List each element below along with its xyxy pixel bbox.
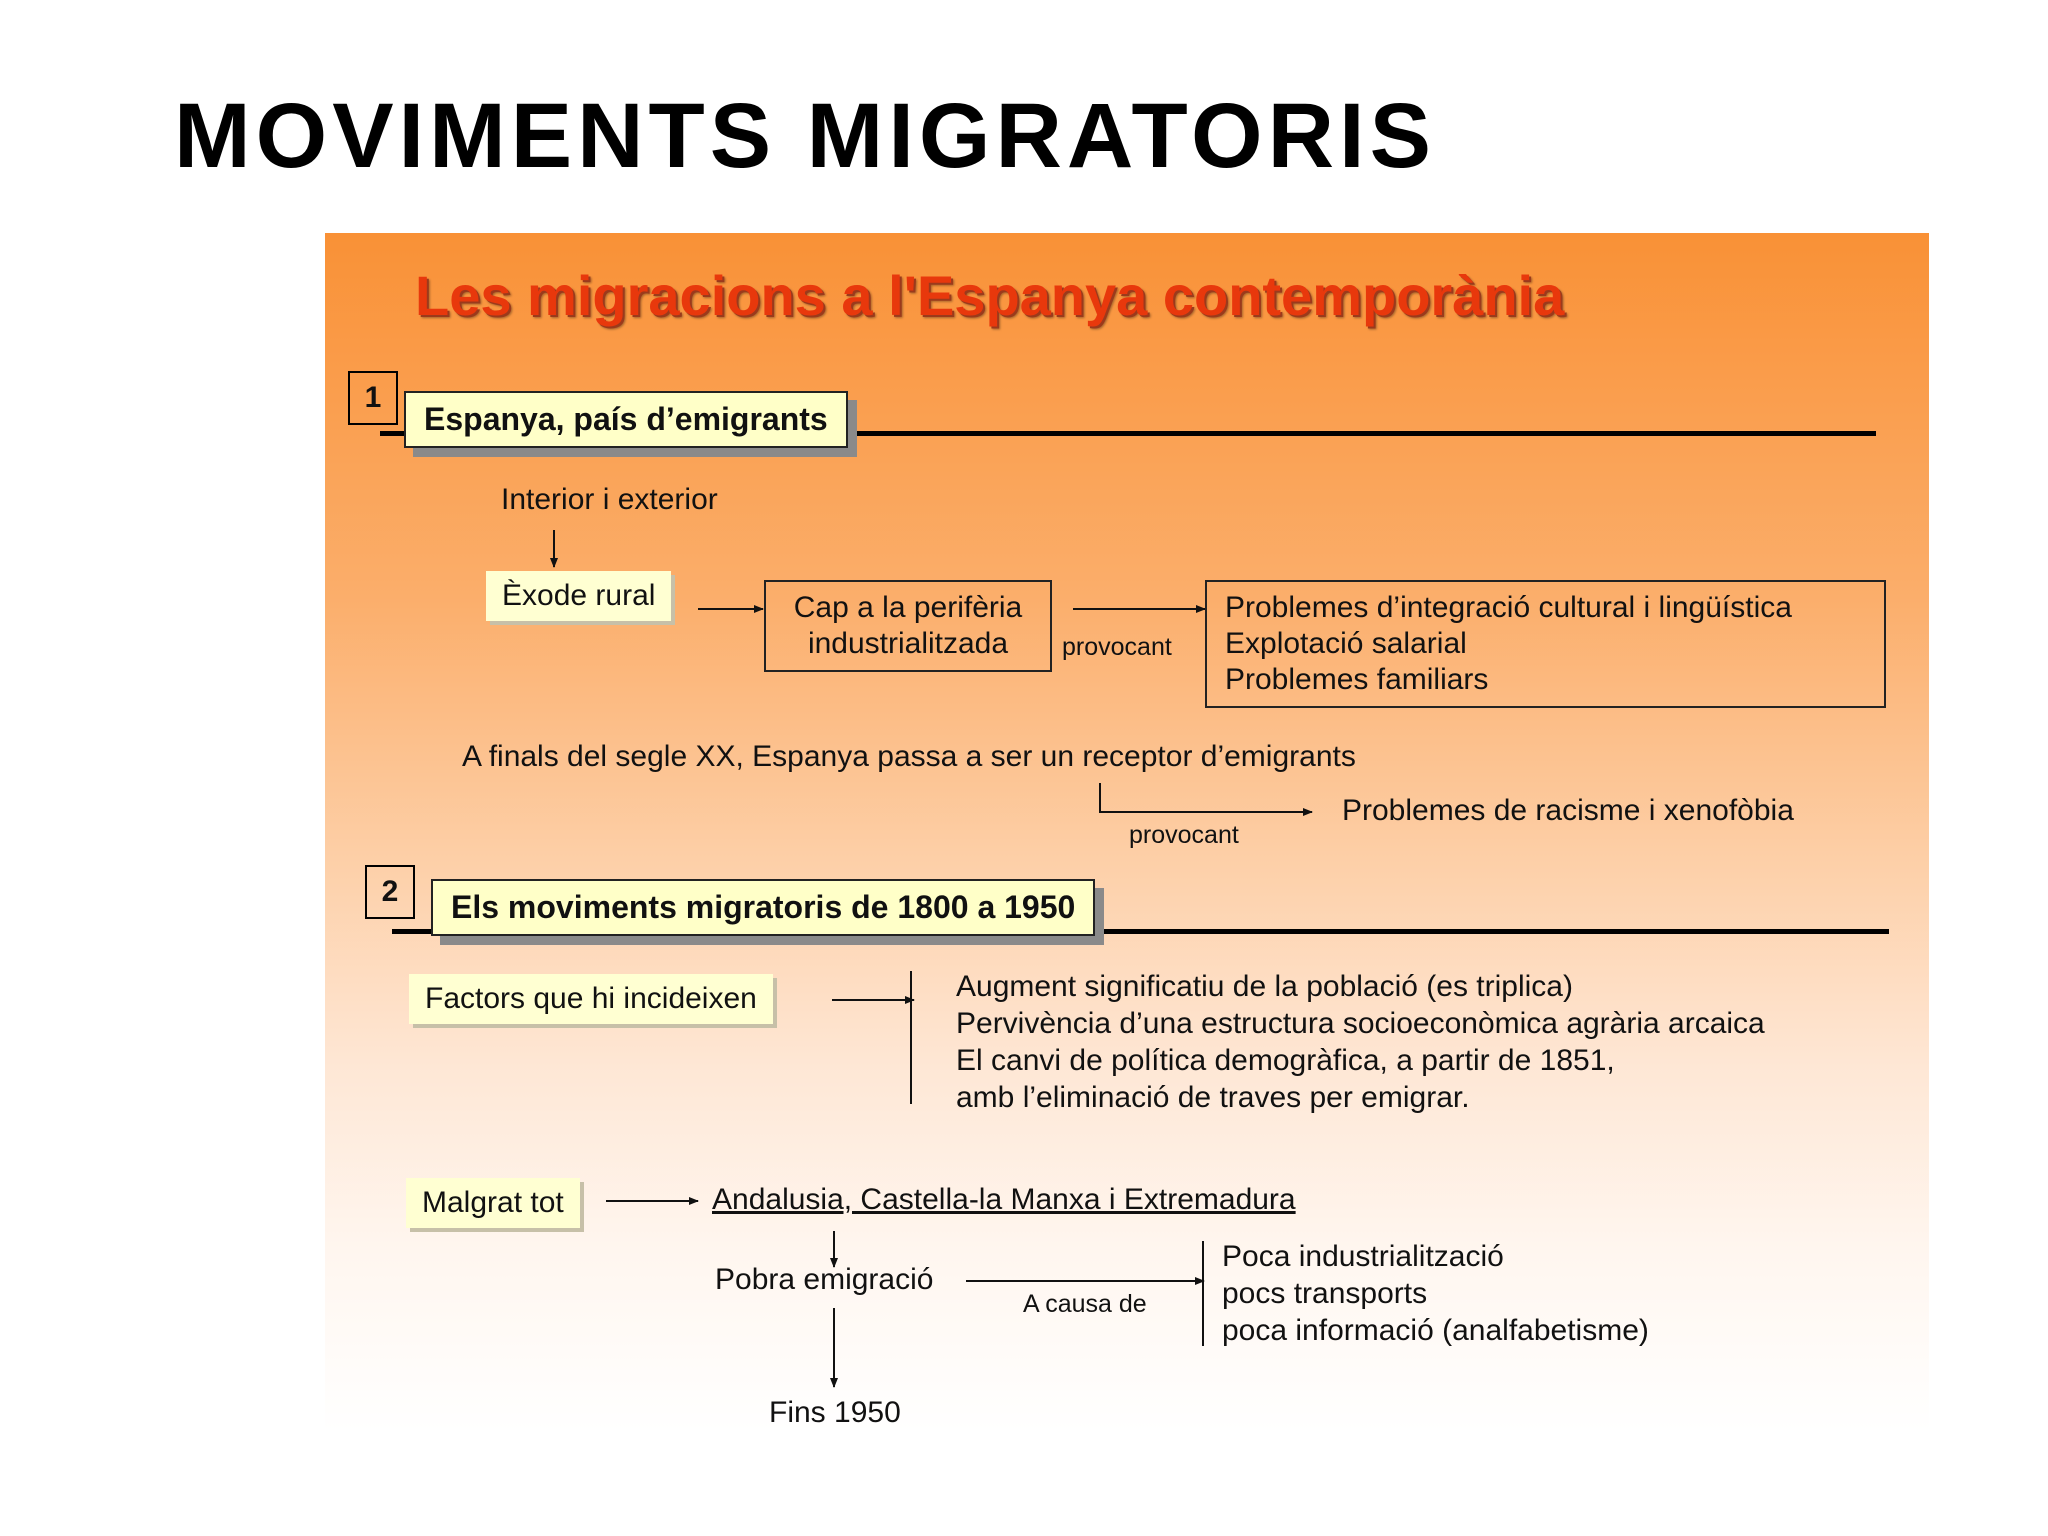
- slide-title: MOVIMENTS MIGRATORIS: [174, 85, 1436, 187]
- section2-header: Els moviments migratoris de 1800 a 1950: [431, 879, 1095, 936]
- factor-item: Pervivència d’una estructura socioeconòmica agrària arcaica: [956, 1007, 1765, 1040]
- factors-list: [956, 968, 1765, 1116]
- causa-label: A causa de: [1023, 1290, 1147, 1318]
- periphery-box: [764, 580, 1052, 672]
- finals-text: A finals del segle XX, Espanya passa a ser un receptor d’emigrants: [462, 740, 1356, 773]
- causes-list: [1222, 1238, 1649, 1349]
- provocant-label: provocant: [1062, 633, 1172, 661]
- periphery-line1: Cap a la perifèria: [793, 591, 1023, 624]
- exode-box: Èxode rural: [486, 571, 671, 621]
- fins-label: Fins 1950: [769, 1396, 901, 1429]
- problem-item: Explotació salarial: [1225, 627, 1467, 660]
- cause-item: pocs transports: [1222, 1277, 1428, 1310]
- section1-number: 1: [348, 371, 398, 425]
- factors-box: Factors que hi incideixen: [409, 974, 773, 1024]
- factor-item: amb l’eliminació de traves per emigrar.: [956, 1081, 1470, 1114]
- panel-title: Les migracions a l'Espanya contemporània: [415, 264, 1565, 327]
- problem-item: Problemes d’integració cultural i lingüística: [1225, 591, 1792, 624]
- cause-item: Poca industrialització: [1222, 1240, 1504, 1273]
- racism-text: Problemes de racisme i xenofòbia: [1342, 794, 1794, 827]
- diagram-panel: [325, 233, 1929, 1536]
- problem-item: Problemes familiars: [1225, 663, 1489, 696]
- periphery-line2: industrialitzada: [807, 627, 1009, 660]
- section1-header: Espanya, país d’emigrants: [404, 391, 848, 448]
- factor-item: Augment significatiu de la població (es triplica): [956, 970, 1573, 1003]
- interior-label: Interior i exterior: [501, 483, 718, 516]
- section2-number: 2: [365, 865, 415, 919]
- pobra-label: Pobra emigració: [715, 1263, 934, 1296]
- malgrat-box: Malgrat tot: [406, 1178, 580, 1228]
- factor-item: El canvi de política demogràfica, a partir de 1851,: [956, 1044, 1615, 1077]
- arrow-to-racism: [1100, 783, 1312, 812]
- regions-text: Andalusia, Castella-la Manxa i Extremadura: [712, 1183, 1296, 1216]
- problems-box: [1205, 580, 1886, 708]
- provocant2-label: provocant: [1129, 821, 1239, 849]
- cause-item: poca informació (analfabetisme): [1222, 1314, 1649, 1347]
